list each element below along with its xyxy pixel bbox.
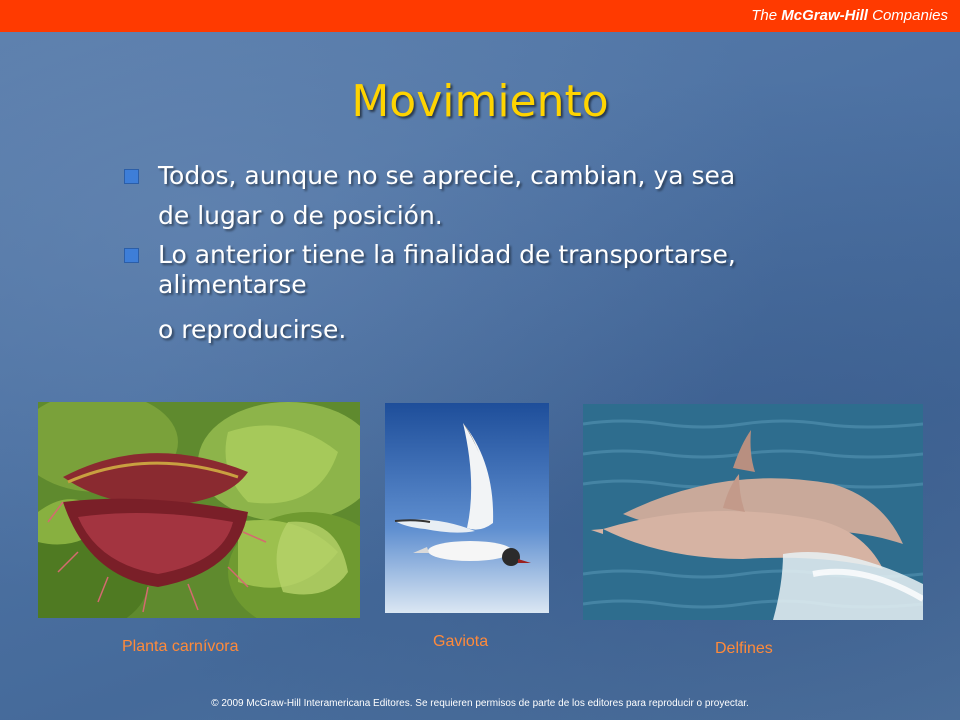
bullet-text-line: o reproducirse. (158, 315, 347, 344)
caption-carnivorous-plant: Planta carnívora (122, 638, 239, 655)
bullet-item (122, 156, 842, 236)
brand-suffix: Companies (867, 7, 948, 24)
bullet-item (122, 240, 842, 346)
bullet-text-line: Lo anterior tiene la finalidad de transportarse, alimentarse (158, 240, 736, 299)
top-brand-bar (0, 0, 960, 32)
brand-prefix: The (751, 7, 782, 24)
copyright-notice: © 2009 McGraw-Hill Interamericana Editores. Se requieren permisos de parte de los editores para reproducir o proyectar. (211, 698, 749, 709)
carnivorous-plant-photo (38, 402, 360, 618)
dolphins-photo (583, 404, 923, 620)
caption-seagull: Gaviota (433, 633, 489, 650)
seagull-photo (385, 403, 549, 613)
publisher-logo (751, 7, 948, 24)
bullet-text-line: Todos, aunque no se aprecie, cambian, ya sea (158, 161, 736, 190)
caption-dolphins: Delfines (715, 640, 773, 657)
bullet-square-icon (124, 248, 139, 263)
slide-title: Movimiento (351, 76, 609, 127)
brand-name: McGraw-Hill (781, 7, 868, 24)
bullet-square-icon (124, 169, 139, 184)
bullet-list (122, 156, 842, 346)
bullet-text-line: de lugar o de posición. (158, 201, 443, 230)
